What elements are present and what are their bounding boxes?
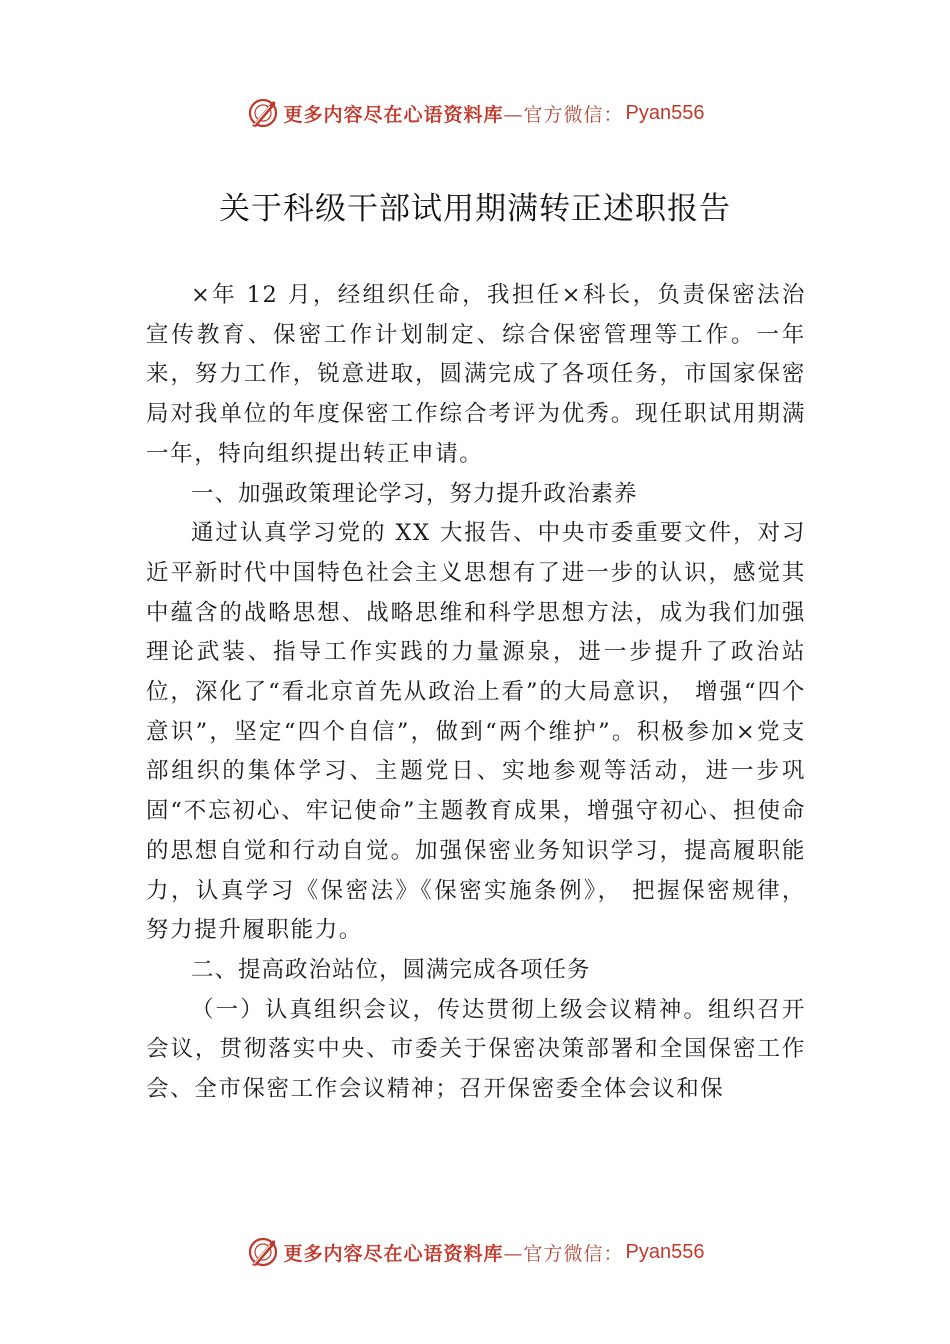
quill-pen-seal-icon bbox=[246, 1235, 280, 1269]
banner-wechat-id: Pyan556 bbox=[625, 1240, 705, 1263]
section-heading: 二、提高政治站位，圆满完成各项任务 bbox=[191, 956, 591, 983]
banner-sub-text: —官方微信： bbox=[503, 103, 624, 126]
document-body bbox=[146, 276, 806, 1110]
section-heading: 一、加强政策理论学习，努力提升政治素养 bbox=[191, 480, 638, 507]
banner-wechat-id: Pyan556 bbox=[625, 101, 705, 124]
body-paragraph: 通过认真学习党的 XX 大报告、中央市委重要文件，对习近平新时代中国特色社会主义思想有了进一步的认识，感觉其中蕴含的战略思想、战略思维和科学思想方法，成为我们加强理论武装、指导工作实践的力量源泉，进一步提升了政治站位，深化了“看北京首先从政治上看”的大局意识， 增强“四个意识”，坚定“四个自信”，做到“两个维护”。积极参加×党支部组织的集体学习、主题党日、实地参观等活动，进一步巩固“不忘初心、牢记使命”主题教育成果，增强守初心、担使命的思想自觉和行动自觉。加强保密业务知识学习，提高履职能力，认真学习《保密法》《保密实施条例》， 把握保密规律，努力提升履职能力。 bbox=[146, 520, 806, 944]
quill-pen-seal-icon bbox=[246, 96, 280, 130]
footer-banner bbox=[0, 1232, 950, 1272]
banner-main-text: 更多内容尽在心语资料库 bbox=[283, 1242, 504, 1265]
banner-sub-text: —官方微信： bbox=[503, 1242, 624, 1265]
header-banner bbox=[0, 93, 950, 133]
banner-main-text: 更多内容尽在心语资料库 bbox=[283, 103, 504, 126]
body-paragraph: ×年 12 月，经组织任命，我担任×科长，负责保密法治宣传教育、保密工作计划制定、综合保密管理等工作。一年来，努力工作，锐意进取，圆满完成了各项任务，市国家保密局对我单位的年度保密工作综合考评为优秀。现任职试用期满一年，特向组织提出转正申请。 bbox=[146, 282, 806, 467]
body-paragraph: （一）认真组织会议，传达贯彻上级会议精神。组织召开会议，贯彻落实中央、市委关于保密决策部署和全国保密工作会、全市保密工作会议精神；召开保密委全体会议和保 bbox=[146, 996, 806, 1103]
document-title: 关于科级干部试用期满转正述职报告 bbox=[219, 191, 731, 227]
